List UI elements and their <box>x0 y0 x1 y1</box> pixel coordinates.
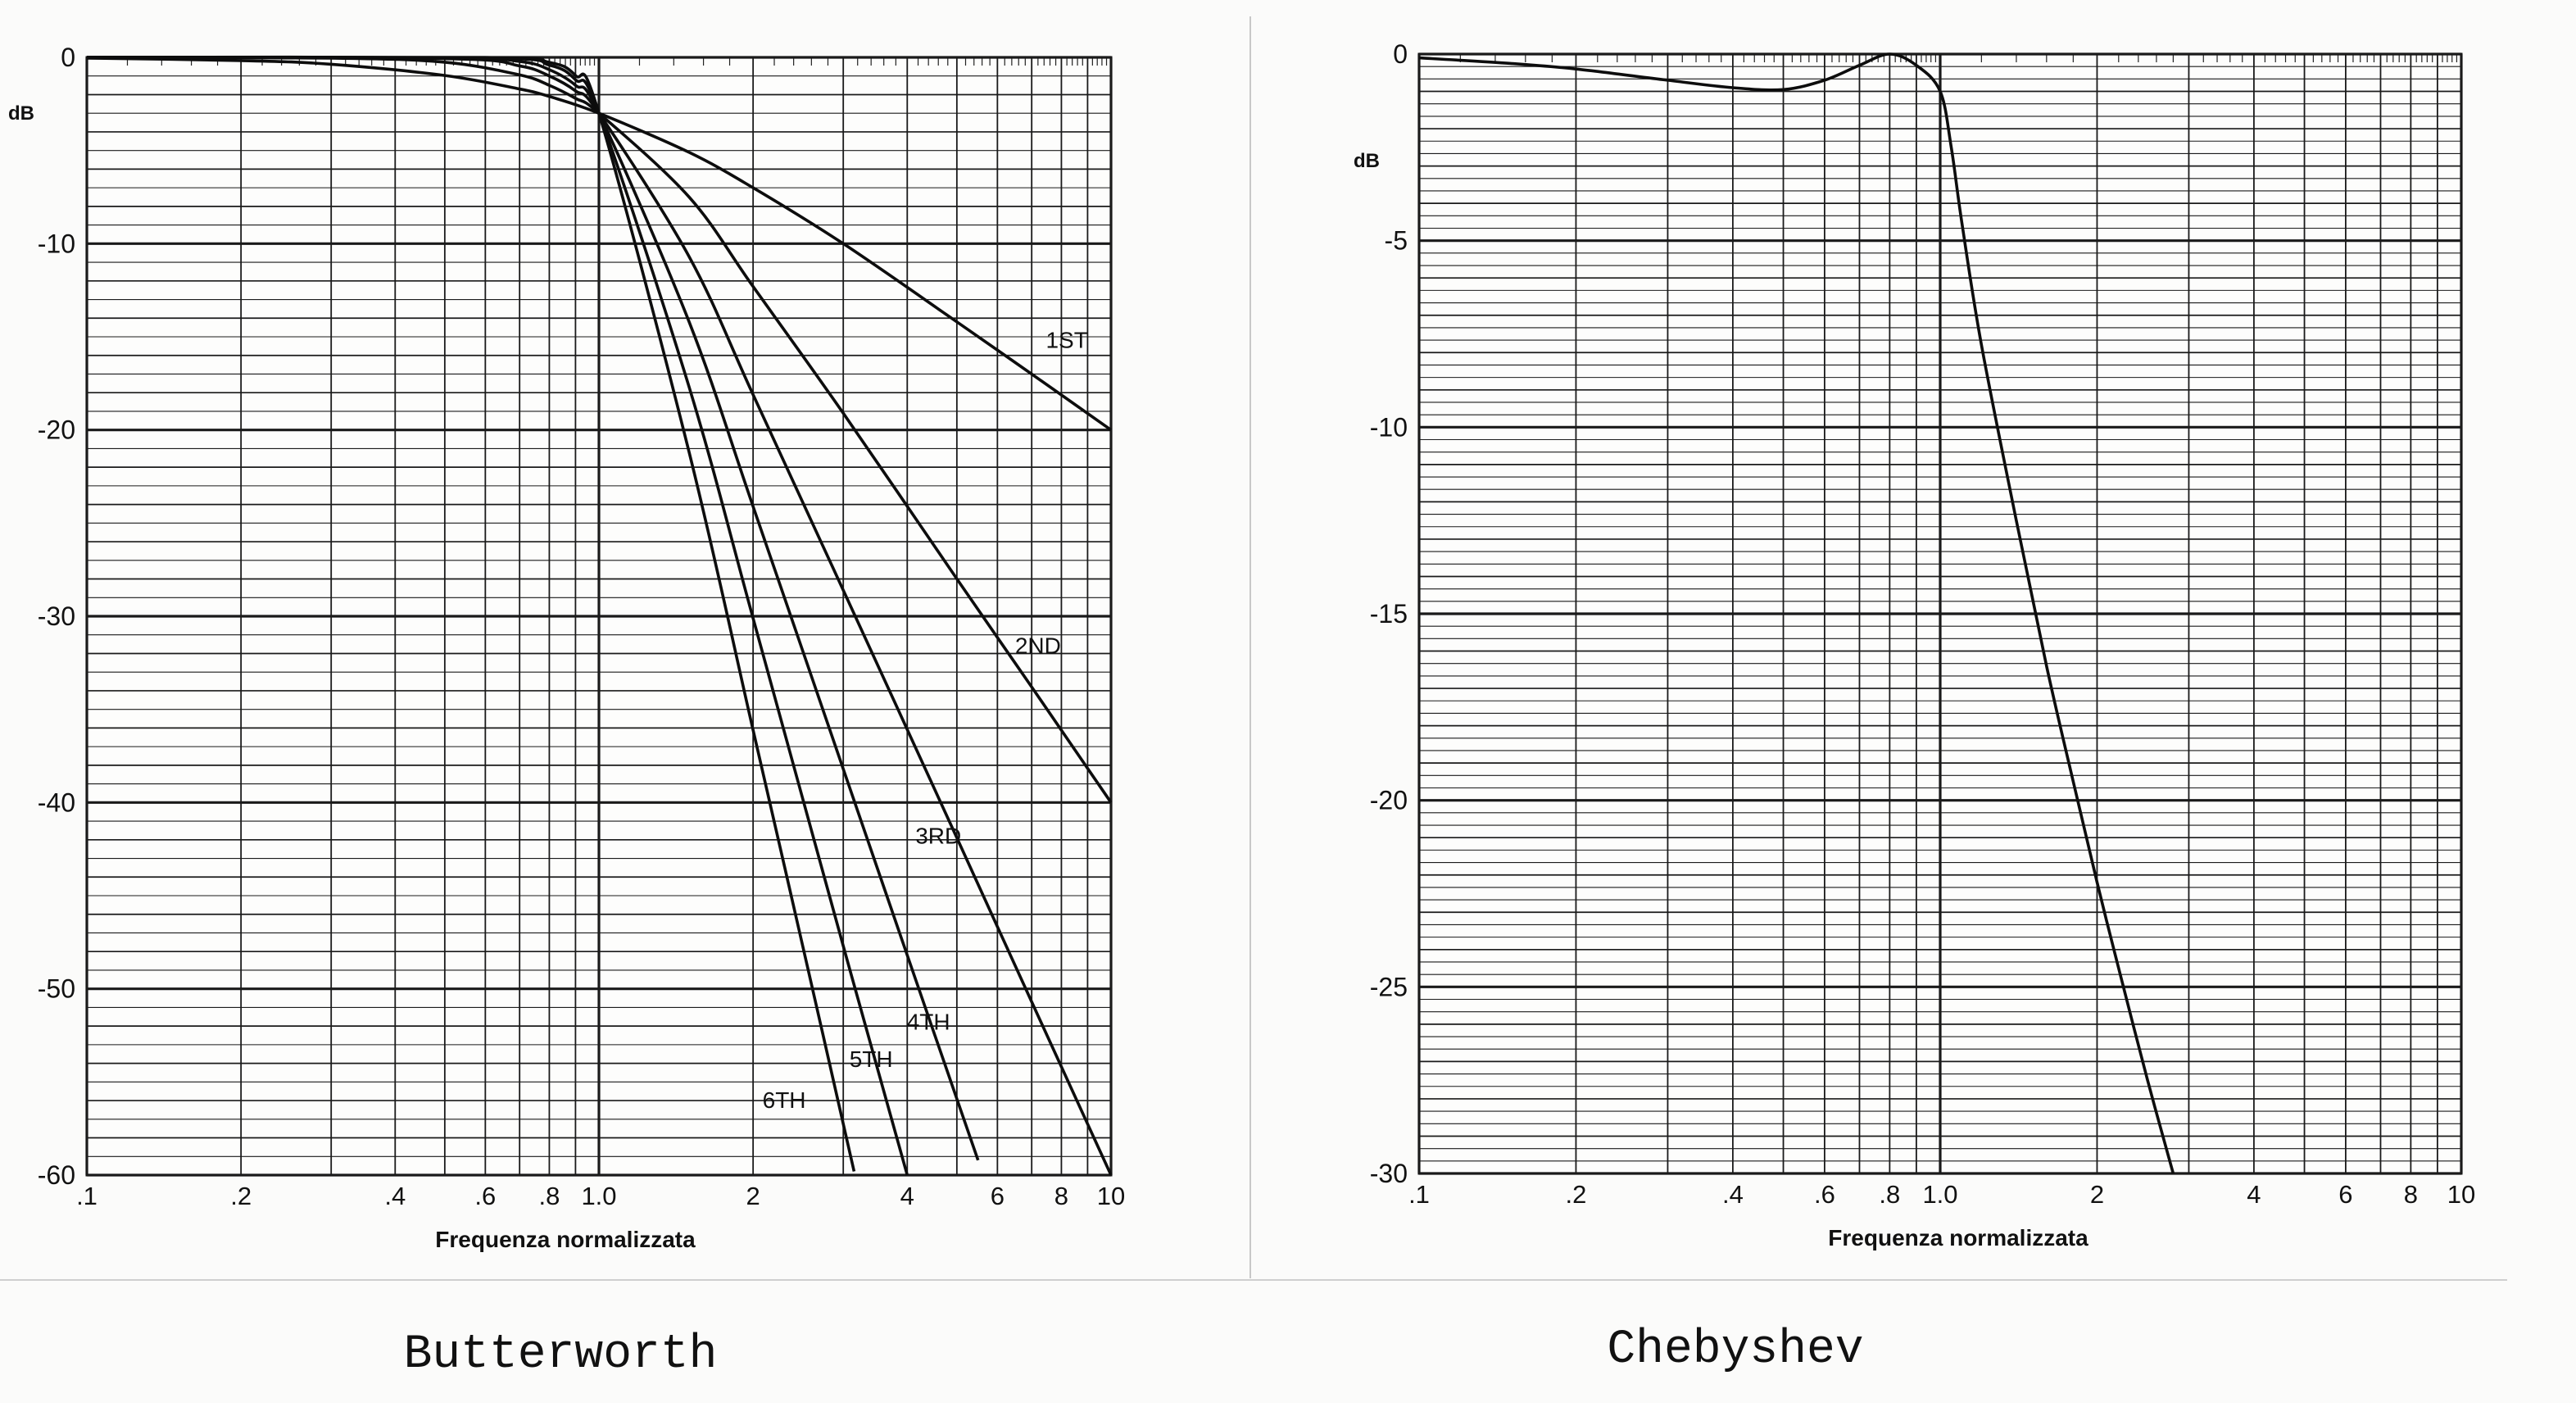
chebyshev-chart <box>1354 39 2475 1377</box>
butterworth-y-tick-label: -20 <box>37 415 75 445</box>
butterworth-x-tick-label: 8 <box>1054 1182 1069 1210</box>
chebyshev-grid <box>1419 54 2461 1173</box>
chebyshev-y-tick-label: -15 <box>1369 599 1408 629</box>
chebyshev-x-tick-label: 8 <box>2403 1180 2418 1209</box>
butterworth-series-label-1st: 1ST <box>1045 327 1088 353</box>
butterworth-x-tick-labels <box>76 1182 1125 1210</box>
butterworth-title: Butterworth <box>403 1328 718 1382</box>
chebyshev-x-tick-label: .8 <box>1879 1180 1901 1209</box>
chebyshev-x-tick-label: 1.0 <box>1922 1180 1958 1209</box>
butterworth-series-label-5th: 5TH <box>849 1046 893 1073</box>
butterworth-y-tick-label: -10 <box>37 229 75 259</box>
chebyshev-y-axis-label: dB <box>1354 150 1380 172</box>
butterworth-y-tick-labels <box>38 43 75 1190</box>
butterworth-x-tick-label: 1.0 <box>581 1182 617 1210</box>
butterworth-series-label-3rd: 3RD <box>915 823 962 849</box>
butterworth-series-label-6th: 6TH <box>762 1087 806 1114</box>
butterworth-x-tick-label: 4 <box>900 1182 914 1210</box>
chebyshev-title: Chebyshev <box>1607 1323 1864 1377</box>
chebyshev-y-tick-label: 0 <box>1393 39 1408 69</box>
chebyshev-y-tick-label: -30 <box>1369 1159 1408 1188</box>
chebyshev-x-tick-label: 10 <box>2447 1180 2476 1209</box>
butterworth-y-tick-label: -30 <box>37 601 75 631</box>
chebyshev-x-tick-label: .6 <box>1813 1180 1835 1209</box>
butterworth-x-tick-label: .2 <box>230 1182 252 1210</box>
chebyshev-y-tick-label: -5 <box>1384 225 1408 256</box>
butterworth-y-tick-label: -40 <box>37 787 75 818</box>
butterworth-series-label-2nd: 2ND <box>1014 633 1061 659</box>
butterworth-x-tick-label: .4 <box>384 1182 406 1210</box>
butterworth-y-tick-label: 0 <box>61 43 75 72</box>
chebyshev-x-tick-label: 4 <box>2247 1180 2261 1209</box>
butterworth-series-label-4th: 4TH <box>906 1009 950 1035</box>
chebyshev-y-tick-label: -20 <box>1369 785 1408 815</box>
butterworth-x-tick-label: 2 <box>746 1182 760 1210</box>
chebyshev-x-axis-label: Frequenza normalizzata <box>1828 1225 2088 1250</box>
butterworth-x-tick-label: .8 <box>538 1182 560 1210</box>
butterworth-grid <box>87 57 1111 1175</box>
chebyshev-x-tick-label: 2 <box>2089 1180 2105 1209</box>
butterworth-x-axis-label: Frequenza normalizzata <box>435 1227 696 1252</box>
butterworth-x-tick-label: 6 <box>990 1182 1005 1210</box>
chebyshev-y-tick-label: -10 <box>1369 412 1408 443</box>
chebyshev-x-tick-labels <box>1408 1180 2475 1209</box>
butterworth-x-tick-label: .1 <box>76 1182 98 1210</box>
chebyshev-x-tick-label: 6 <box>2338 1180 2353 1209</box>
butterworth-y-axis-label: dB <box>8 102 34 125</box>
butterworth-chart <box>8 43 1125 1382</box>
butterworth-y-tick-label: -50 <box>37 974 75 1004</box>
butterworth-y-tick-label: -60 <box>37 1160 75 1190</box>
butterworth-x-tick-label: .6 <box>474 1182 497 1210</box>
chebyshev-x-tick-label: .1 <box>1408 1180 1430 1209</box>
chebyshev-y-tick-label: -25 <box>1369 972 1408 1002</box>
butterworth-x-tick-label: 10 <box>1096 1182 1126 1210</box>
chebyshev-x-tick-label: .2 <box>1565 1180 1587 1209</box>
chebyshev-y-tick-labels <box>1370 39 1408 1188</box>
chebyshev-x-tick-label: .4 <box>1721 1180 1744 1209</box>
